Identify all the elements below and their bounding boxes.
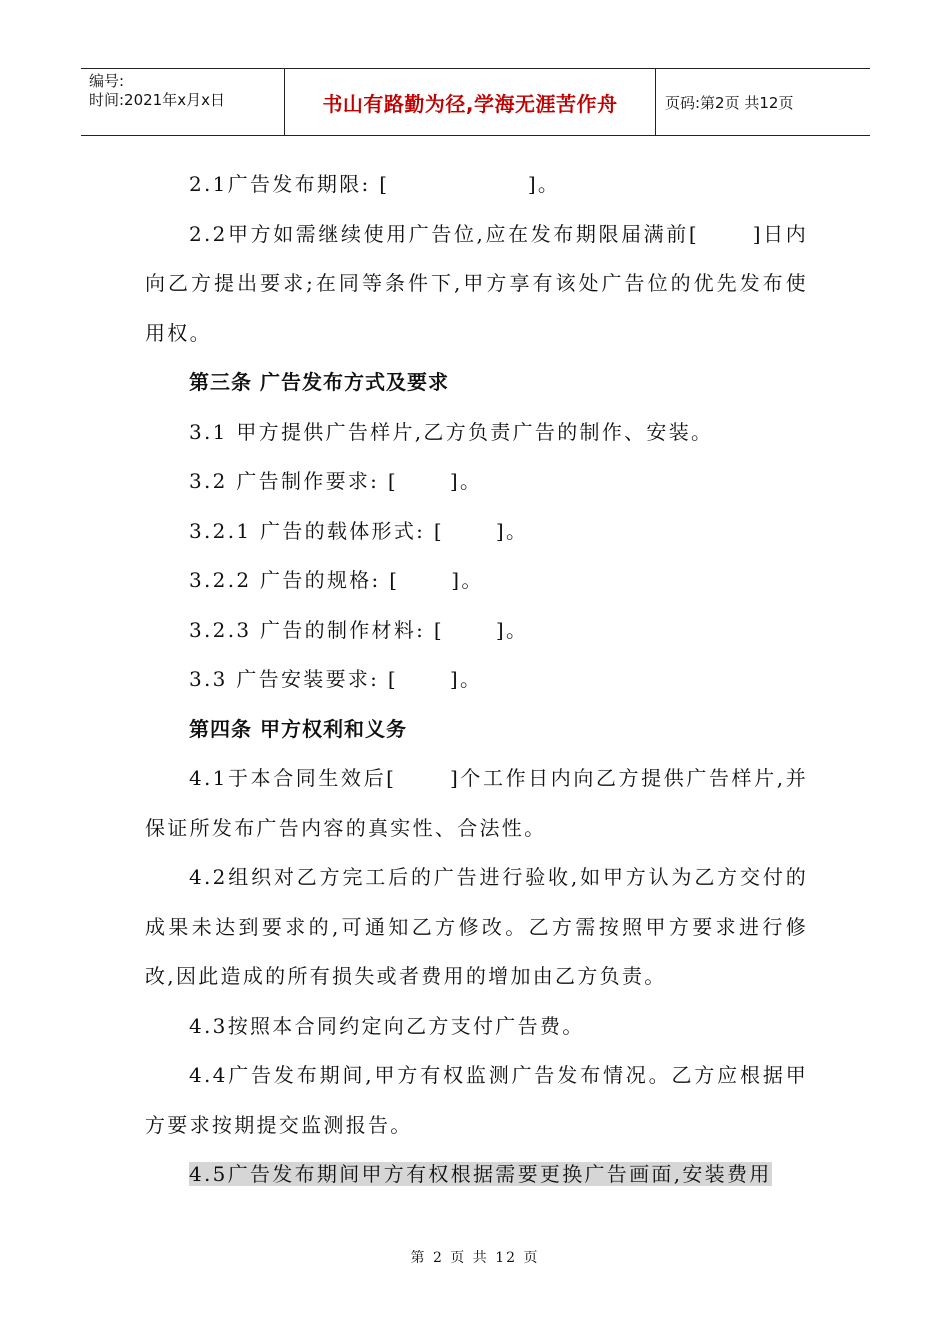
date-label: 时间:2021年x月x日 [89,91,225,109]
header-motto-cell [284,69,656,135]
header-page-info: 页码:第2页 共12页 [665,93,794,112]
clause-2-2: 2.2甲方如需继续使用广告位,应在发布期限届满前[ ]日内向乙方提出要求;在同等条件下,甲方享有该处广告位的优先发布使用权。 [145,221,808,345]
serial-label: 编号: [89,72,125,90]
page-footer: 第 2 页 共 12 页 [410,1250,540,1266]
clause-4-5 [145,1150,808,1200]
article-3-heading: 第三条 广告发布方式及要求 [189,370,449,394]
clause-3-1: 3.1 甲方提供广告样片,乙方负责广告的制作、安装。 [189,419,714,444]
clause-2-1: 2.1广告发布期限: [ ]。 [189,172,561,196]
clause-4-5-highlighted-text: 4.5广告发布期间甲方有权根据需要更换广告画面,安装费用 [189,1162,772,1186]
clause-4-3: 4.3按照本合同约定向乙方支付广告费。 [189,1013,585,1038]
clause-3-2: 3.2 广告制作要求: [ ]。 [189,469,483,493]
clause-4-1: 4.1于本合同生效后[ ]个工作日内向乙方提供广告样片,并保证所发布广告内容的真实性、合法性。 [145,766,808,840]
clause-4-4: 4.4广告发布期间,甲方有权监测广告发布情况。乙方应根据甲方要求按期提交监测报告。 [145,1063,808,1137]
clause-4-2: 4.2组织对乙方完工后的广告进行验收,如甲方认为乙方交付的成果未达到要求的,可通知乙方修改。乙方需按照甲方要求进行修改,因此造成的所有损失或者费用的增加由乙方负责。 [145,865,808,988]
header-meta [81,69,284,135]
header-motto: 书山有路勤为径,学海无涯苦作舟 [322,91,618,116]
document-body [145,160,808,1200]
clause-3-2-1: 3.2.1 广告的载体形式: [ ]。 [189,518,529,543]
clause-3-3: 3.3 广告安装要求: [ ]。 [189,667,483,691]
page-header [81,68,870,136]
clause-3-2-3: 3.2.3 广告的制作材料: [ ]。 [189,617,529,642]
clause-3-2-2: 3.2.2 广告的规格: [ ]。 [189,568,484,592]
article-4-heading: 第四条 甲方权利和义务 [189,716,407,741]
